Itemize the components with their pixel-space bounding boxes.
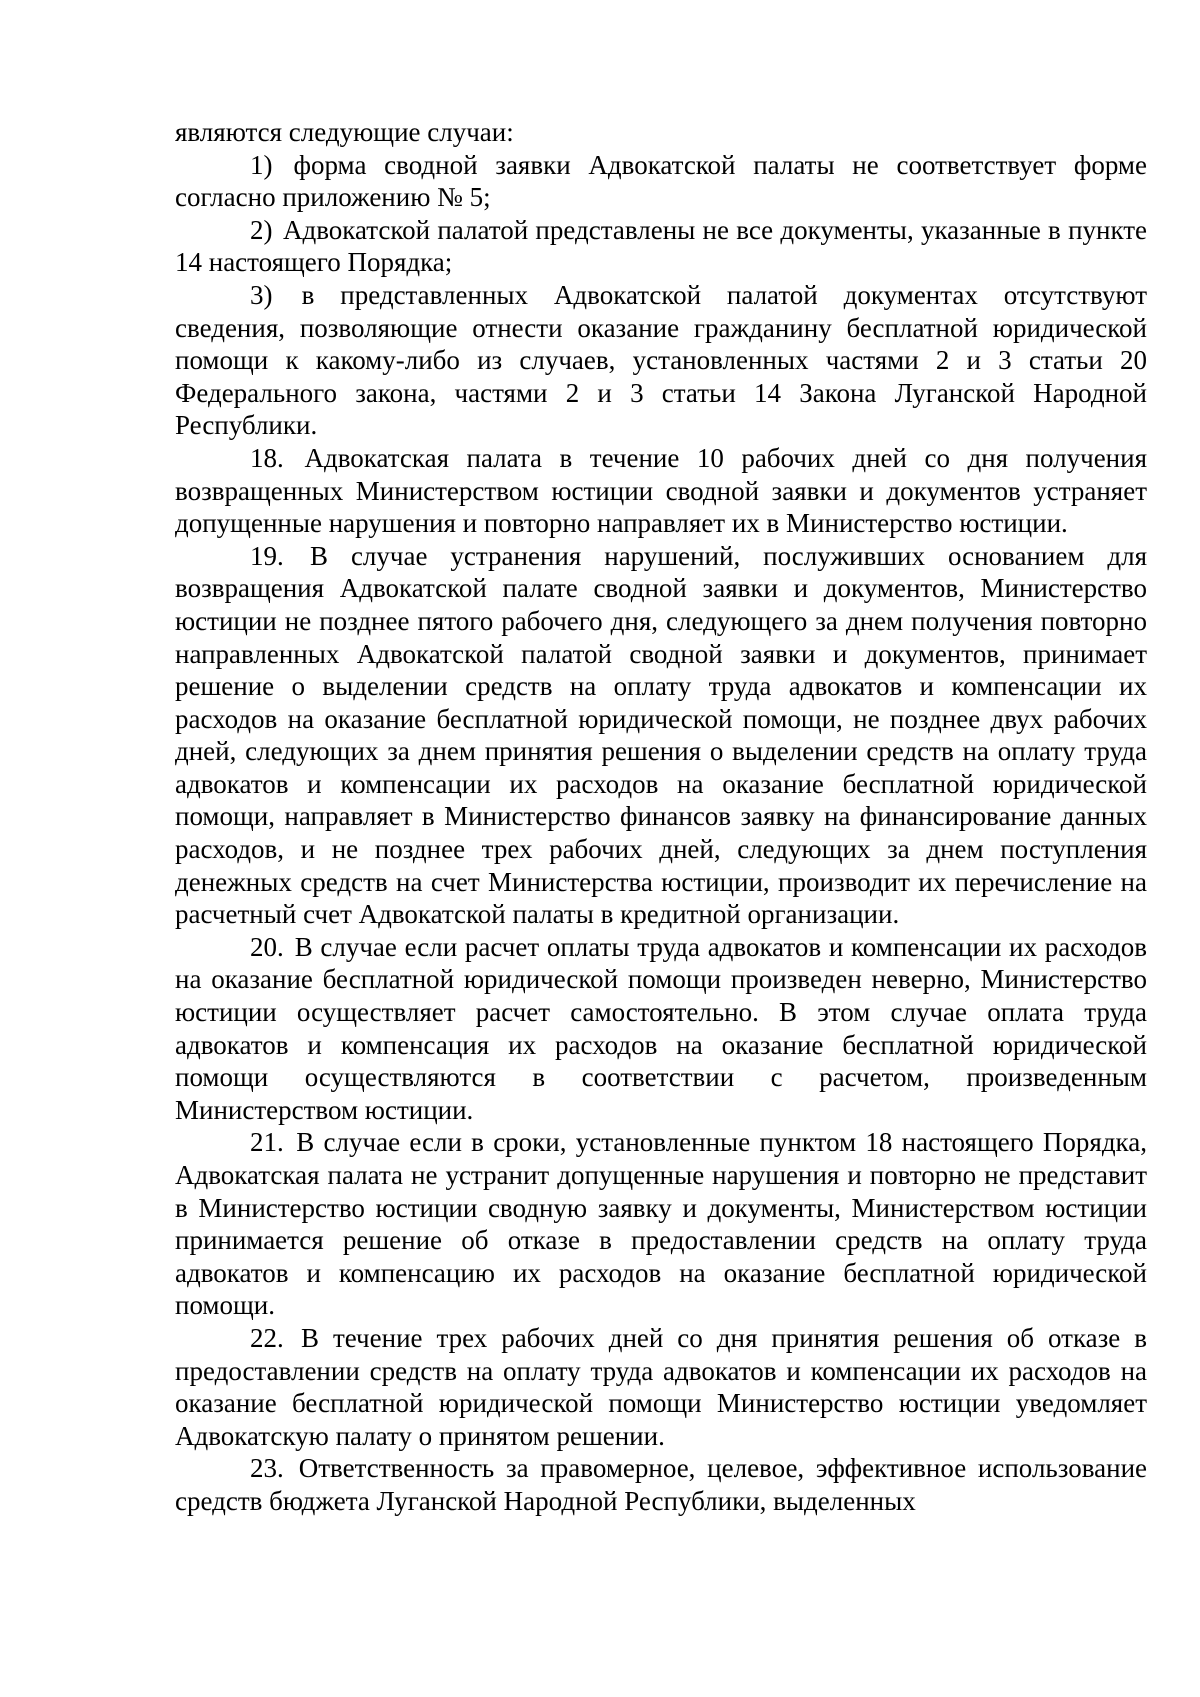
paragraph-20 bbox=[175, 931, 1147, 1127]
paragraph-text: В течение трех рабочих дней со дня принятия решения об отказе в предоставлении средств на оплату труда адвокатов и компенсации их расходов на оказание бесплатной юридической помощи Министерство юстиции уведомляет Адвокатскую палату о принятом решении. bbox=[175, 1322, 1148, 1451]
lead-line: являются следующие случаи: bbox=[175, 117, 514, 147]
document-page bbox=[175, 116, 1147, 1518]
item-text: в представленных Адвокатской палатой документах отсутствуют сведения, позволяющие отнести оказание гражданину бесплатной юридической помощи к какому-либо из случаев, установленных частями 2 и 3 статьи 20 Федерального закона, частями 2 и 3 статьи 14 Закона Луганской Народной Республики. bbox=[175, 279, 1148, 441]
item-number: 1) bbox=[250, 149, 273, 180]
list-item bbox=[175, 214, 1147, 279]
paragraph-number: 18. bbox=[250, 442, 284, 473]
paragraph-21 bbox=[175, 1126, 1147, 1322]
paragraph-23 bbox=[175, 1452, 1147, 1517]
item-text: Адвокатской палатой представлены не все документы, указанные в пункте 14 настоящего Порядка; bbox=[175, 214, 1148, 278]
paragraph-18 bbox=[175, 442, 1147, 540]
paragraph-number: 23. bbox=[250, 1453, 284, 1484]
paragraph-22 bbox=[175, 1322, 1147, 1452]
paragraph-number: 22. bbox=[250, 1322, 284, 1353]
paragraph-text: В случае если в сроки, установленные пунктом 18 настоящего Порядка, Адвокатская палата не устранит допущенные нарушения и повторно не представит в Министерство юстиции сводную заявку и документы, Министерством юстиции принимается решение об отказе в предоставлении средств на оплату труда адвокатов и компенсацию их расходов на оказание бесплатной юридической помощи. bbox=[175, 1127, 1147, 1321]
list-item bbox=[175, 279, 1147, 442]
item-number: 3) bbox=[250, 279, 273, 310]
item-number: 2) bbox=[250, 214, 273, 245]
paragraph-number: 19. bbox=[250, 540, 284, 571]
paragraph-text: В случае если расчет оплаты труда адвокатов и компенсации их расходов на оказание бесплатной юридической помощи произведен неверно, Министерство юстиции осуществляет расчет самостоятельно. В этом случае оплата труда адвокатов и компенсация их расходов на оказание бесплатной юридической помощи осуществляются в соответствии с расчетом, произведенным Министерством юстиции. bbox=[175, 931, 1147, 1125]
paragraph-text: Ответственность за правомерное, целевое, эффективное использование средств бюджета Луганской Народной Республики, выделенных bbox=[175, 1453, 1147, 1516]
item-text: форма сводной заявки Адвокатской палаты не соответствует форме согласно приложению № 5; bbox=[175, 149, 1148, 213]
paragraph-text: Адвокатская палата в течение 10 рабочих дней со дня получения возвращенных Министерством юстиции сводной заявки и документов устраняет допущенные нарушения и повторно направляет их в Министерство юстиции. bbox=[175, 442, 1148, 539]
paragraph-19 bbox=[175, 540, 1147, 931]
paragraph-number: 20. bbox=[250, 931, 284, 962]
paragraph-text: В случае устранения нарушений, послуживших основанием для возвращения Адвокатской палате сводной заявки и документов, Министерство юстиции не позднее пятого рабочего дня, следующего за днем получения повторно направленных Адвокатской палатой сводной заявки и документов, принимает решение о выделении средств на оплату труда адвокатов и компенсации их расходов на оказание бесплатной юридической помощи, не позднее двух рабочих дней, следующих за днем принятия решения о выделении средств на оплату труда адвокатов и компенсации их расходов на оказание бесплатной юридической помощи, направляет в Министерство финансов заявку на финансирование данных расходов, и не позднее трех рабочих дней, следующих за днем поступления денежных средств на счет Министерства юстиции, производит их перечисление на расчетный счет Адвокатской палаты в кредитной организации. bbox=[175, 540, 1147, 930]
list-item bbox=[175, 149, 1147, 214]
paragraph-number: 21. bbox=[250, 1127, 284, 1158]
